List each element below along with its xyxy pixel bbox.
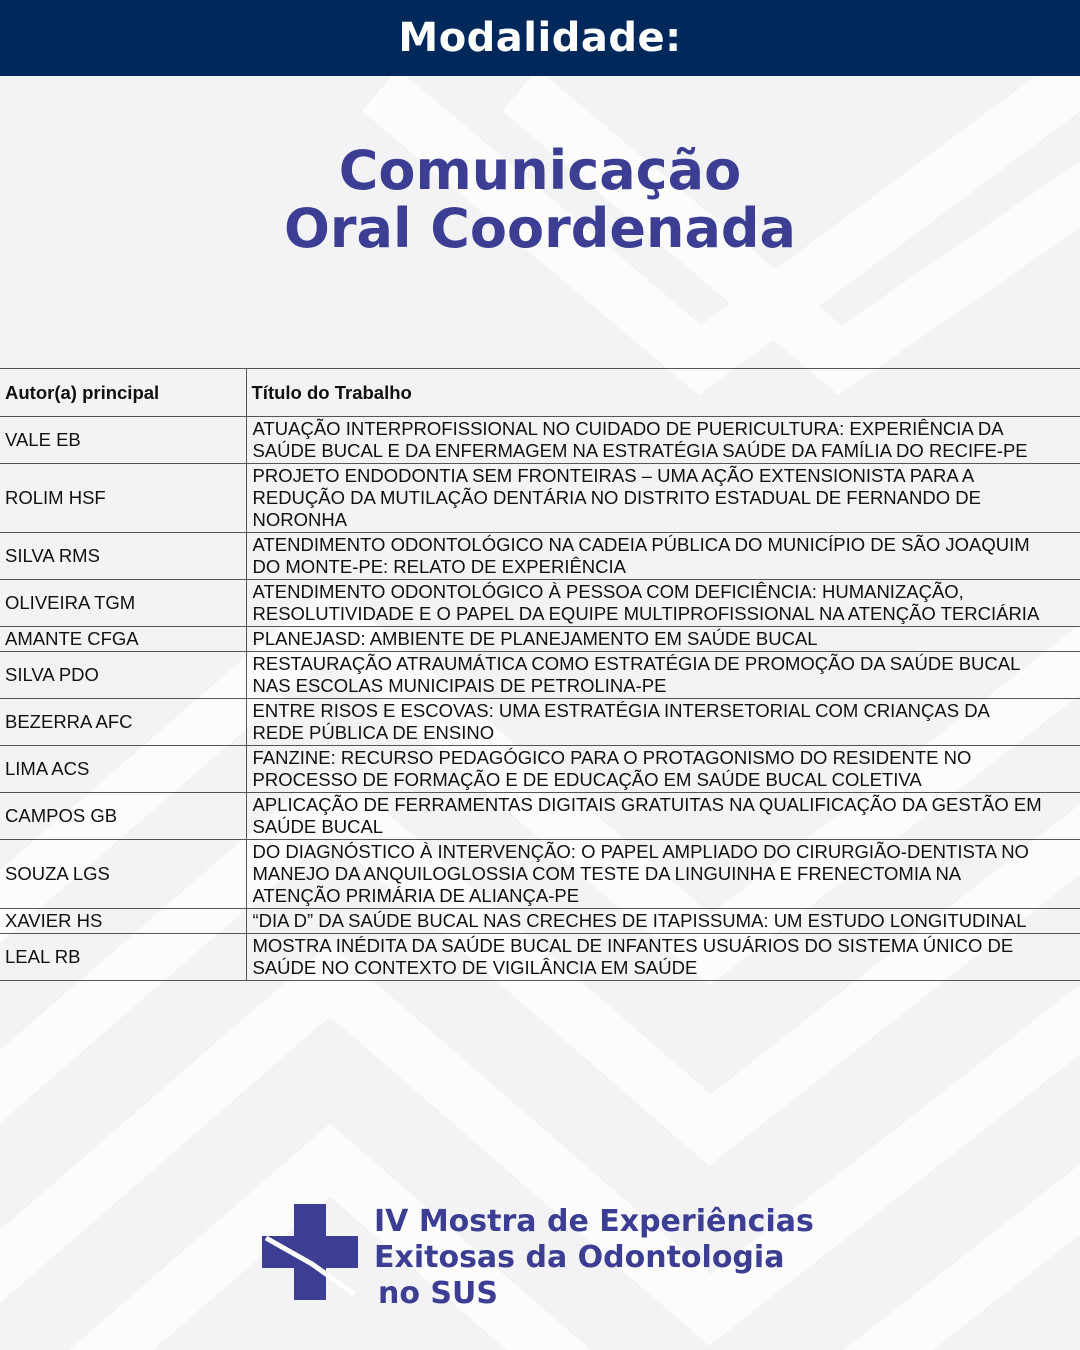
title-cell bbox=[246, 934, 1080, 981]
title-line: DO DIAGNÓSTICO À INTERVENÇÃO: O PAPEL AMPLIADO DO CIRURGIÃO-DENTISTA NO bbox=[252, 841, 1029, 862]
title-line: SAÚDE NO CONTEXTO DE VIGILÂNCIA EM SAÚDE bbox=[252, 957, 698, 978]
title-cell bbox=[246, 627, 1080, 652]
title-cell bbox=[246, 417, 1080, 464]
title-line: ENTRE RISOS E ESCOVAS: UMA ESTRATÉGIA INTERSETORIAL COM CRIANÇAS DA bbox=[252, 700, 990, 721]
title-line: ATENÇÃO PRIMÁRIA DE ALIANÇA-PE bbox=[252, 885, 580, 906]
title-line: RESOLUTIVIDADE E O PAPEL DA EQUIPE MULTIPROFISSIONAL NA ATENÇÃO TERCIÁRIA bbox=[252, 603, 1040, 624]
logo-line1: IV Mostra de Experiências bbox=[374, 1204, 814, 1239]
title-cell bbox=[246, 580, 1080, 627]
table-row bbox=[0, 533, 1080, 580]
table-row bbox=[0, 909, 1080, 934]
title-line: FANZINE: RECURSO PEDAGÓGICO PARA O PROTAGONISMO DO RESIDENTE NO bbox=[252, 747, 972, 768]
event-logo bbox=[262, 1204, 862, 1314]
title-line: REDUÇÃO DA MUTILAÇÃO DENTÁRIA NO DISTRITO ESTADUAL DE FERNANDO DE bbox=[252, 487, 981, 508]
table-row bbox=[0, 746, 1080, 793]
title-line: ATENDIMENTO ODONTOLÓGICO À PESSOA COM DEFICIÊNCIA: HUMANIZAÇÃO, bbox=[252, 581, 964, 602]
title-line: RESTAURAÇÃO ATRAUMÁTICA COMO ESTRATÉGIA DE PROMOÇÃO DA SAÚDE BUCAL bbox=[252, 653, 1021, 674]
column-header-author: Autor(a) principal bbox=[0, 369, 246, 417]
table-row bbox=[0, 417, 1080, 464]
author-cell: XAVIER HS bbox=[0, 909, 246, 934]
table-row bbox=[0, 934, 1080, 981]
title-line: PROJETO ENDODONTIA SEM FRONTEIRAS – UMA AÇÃO EXTENSIONISTA PARA A bbox=[252, 465, 975, 486]
title-line: SAÚDE BUCAL E DA ENFERMAGEM NA ESTRATÉGIA SAÚDE DA FAMÍLIA DO RECIFE-PE bbox=[252, 440, 1028, 461]
table-row bbox=[0, 840, 1080, 909]
author-cell: LEAL RB bbox=[0, 934, 246, 981]
title-cell bbox=[246, 909, 1080, 934]
works-table bbox=[0, 368, 1080, 981]
table-row bbox=[0, 580, 1080, 627]
title-line: REDE PÚBLICA DE ENSINO bbox=[252, 722, 495, 743]
table-header-row bbox=[0, 369, 1080, 417]
title-cell bbox=[246, 840, 1080, 909]
title-line: ATENDIMENTO ODONTOLÓGICO NA CADEIA PÚBLICA DO MUNICÍPIO DE SÃO JOAQUIM bbox=[252, 534, 1030, 555]
page-title-line1: Comunicação bbox=[338, 139, 742, 202]
column-header-title: Título do Trabalho bbox=[246, 369, 1080, 417]
author-cell: SILVA PDO bbox=[0, 652, 246, 699]
title-cell bbox=[246, 746, 1080, 793]
author-cell: BEZERRA AFC bbox=[0, 699, 246, 746]
title-cell bbox=[246, 793, 1080, 840]
title-cell bbox=[246, 652, 1080, 699]
title-line: MANEJO DA ANQUILOGLOSSIA COM TESTE DA LINGUINHA E FRENECTOMIA NA bbox=[252, 863, 962, 884]
author-cell: LIMA ACS bbox=[0, 746, 246, 793]
title-line: SAÚDE BUCAL bbox=[252, 816, 384, 837]
page-title-line2: Oral Coordenada bbox=[284, 197, 796, 260]
title-cell bbox=[246, 464, 1080, 533]
title-line: MOSTRA INÉDITA DA SAÚDE BUCAL DE INFANTES USUÁRIOS DO SISTEMA ÚNICO DE bbox=[252, 935, 1014, 956]
logo-text bbox=[374, 1204, 814, 1312]
title-line: DO MONTE-PE: RELATO DE EXPERIÊNCIA bbox=[252, 556, 626, 577]
header-bar bbox=[0, 0, 1080, 76]
title-line: NORONHA bbox=[252, 509, 348, 530]
table-row bbox=[0, 652, 1080, 699]
author-cell: SOUZA LGS bbox=[0, 840, 246, 909]
header-title: Modalidade: bbox=[398, 15, 682, 61]
title-line: APLICAÇÃO DE FERRAMENTAS DIGITAIS GRATUITAS NA QUALIFICAÇÃO DA GESTÃO EM bbox=[252, 794, 1042, 815]
table-row bbox=[0, 627, 1080, 652]
author-cell: SILVA RMS bbox=[0, 533, 246, 580]
title-line: “DIA D” DA SAÚDE BUCAL NAS CRECHES DE ITAPISSUMA: UM ESTUDO LONGITUDINAL bbox=[252, 910, 1027, 931]
title-cell bbox=[246, 533, 1080, 580]
title-line: ATUAÇÃO INTERPROFISSIONAL NO CUIDADO DE PUERICULTURA: EXPERIÊNCIA DA bbox=[252, 418, 1004, 439]
author-cell: VALE EB bbox=[0, 417, 246, 464]
logo-line3: no SUS bbox=[378, 1276, 498, 1311]
table-row bbox=[0, 464, 1080, 533]
title-line: PLANEJASD: AMBIENTE DE PLANEJAMENTO EM SAÚDE BUCAL bbox=[252, 628, 818, 649]
author-cell: OLIVEIRA TGM bbox=[0, 580, 246, 627]
table-row bbox=[0, 793, 1080, 840]
title-cell bbox=[246, 699, 1080, 746]
medical-cross-icon bbox=[262, 1204, 358, 1300]
table-row bbox=[0, 699, 1080, 746]
logo-line2: Exitosas da Odontologia bbox=[374, 1240, 785, 1275]
author-cell: AMANTE CFGA bbox=[0, 627, 246, 652]
title-line: NAS ESCOLAS MUNICIPAIS DE PETROLINA-PE bbox=[252, 675, 667, 696]
author-cell: CAMPOS GB bbox=[0, 793, 246, 840]
title-line: PROCESSO DE FORMAÇÃO E DE EDUCAÇÃO EM SAÚDE BUCAL COLETIVA bbox=[252, 769, 922, 790]
author-cell: ROLIM HSF bbox=[0, 464, 246, 533]
